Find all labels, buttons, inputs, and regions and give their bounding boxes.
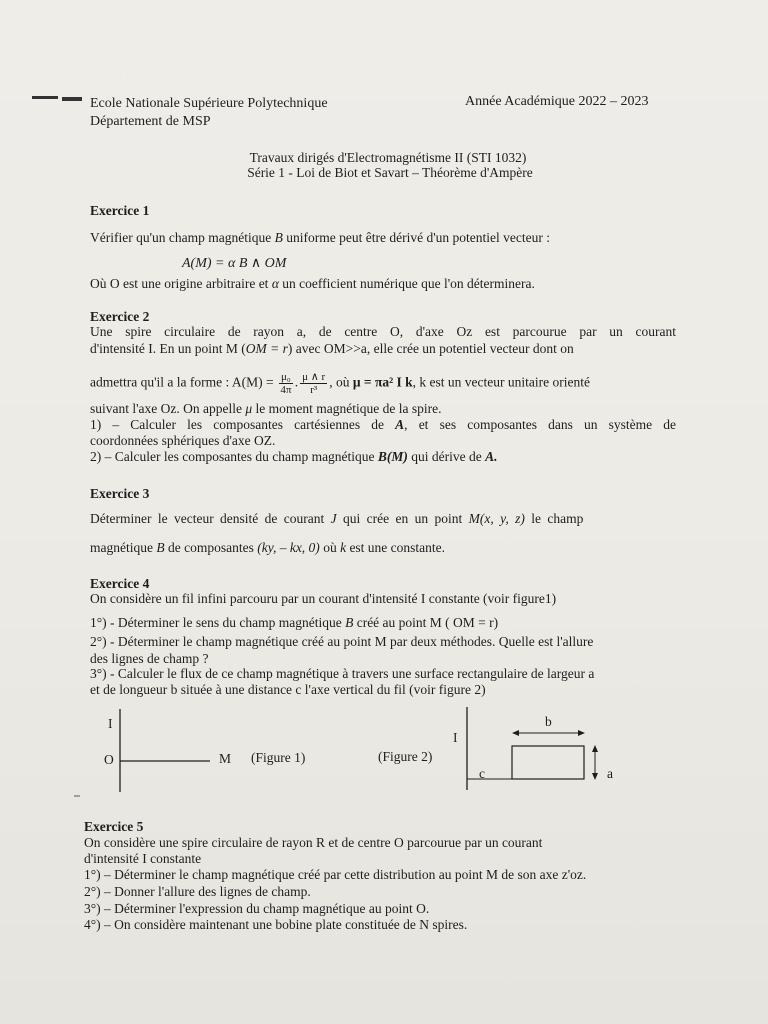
fig1-label-I: I	[108, 716, 113, 731]
fig2-b-arrowhead-left	[512, 730, 519, 736]
fig2-caption: (Figure 2)	[378, 749, 433, 764]
course-title: Travaux dirigés d'Electromagnétisme II (STI 1032)	[249, 150, 527, 165]
exercise-5-q1: 1°) – Déterminer le champ magnétique créé par cette distribution au point M de son axe z'oz.	[84, 867, 587, 882]
exercise-2-line3: admettra qu'il a la forme : A(M) = $\frac{\text{μ₀}}{4\pi}$ . $\frac{\mu \wedge r}{\text{r³}}$ , où μ = πa² I k, k est un vecteur unitaire orienté	[90, 371, 590, 396]
fig2-label-c: c	[479, 766, 485, 781]
exercise-4-q1: 1°) - Déterminer le sens du champ magnétique B créé au point M ( OM = r)	[90, 615, 499, 630]
exercise-1-formula: A(M) = α B ∧ OM	[182, 256, 287, 271]
fig2-label-a: a	[607, 766, 613, 781]
exercise-3-line1: Déterminer le vecteur densité de courant J qui crée en un point M(x, y, z) le champ	[90, 511, 584, 526]
exercise-2-line4: suivant l'axe Oz. On appelle μ le moment magnétique de la spire.	[90, 401, 442, 416]
exercise-2-line1: Une spire circulaire de rayon a, de centre O, d'axe Oz est parcourue par un courant	[90, 324, 676, 339]
exercise-2-q1: 1) – Calculer les composantes cartésiennes de A, et ses composantes dans un système de	[90, 417, 676, 432]
exercise-2-title: Exercice 2	[90, 309, 150, 324]
exercise-1-line2: Où O est une origine arbitraire et α un coefficient numérique que l'on déterminera.	[90, 276, 535, 291]
exercise-2-q2: 2) – Calculer les composantes du champ magnétique B(M) qui dérive de A.	[90, 449, 498, 464]
exercise-1-title: Exercice 1	[90, 203, 150, 218]
exercise-4-q2: 2°) - Déterminer le champ magnétique créé au point M par deux méthodes. Quelle est l'allure	[90, 634, 594, 649]
exercise-5-line1: On considère une spire circulaire de rayon R et de centre O parcourue par un courant	[84, 835, 543, 850]
fig2-rectangle	[512, 746, 584, 779]
fig2-label-I: I	[453, 730, 458, 745]
exercise-4-q2-cont: des lignes de champ ?	[90, 651, 209, 666]
fig2-a-arrowhead-bottom	[592, 773, 598, 780]
exercise-5-q2: 2°) – Donner l'allure des lignes de champ.	[84, 884, 311, 899]
fig2-label-b: b	[545, 714, 552, 729]
exercise-4-q3-cont: et de longueur b située à une distance c l'axe vertical du fil (voir figure 2)	[90, 682, 486, 697]
exercise-5-line2: d'intensité I constante	[84, 851, 202, 866]
exercise-4-q3: 3°) - Calculer le flux de ce champ magnétique à travers une surface rectangulaire de largeur a	[90, 666, 595, 681]
fig1-label-O: O	[104, 752, 114, 767]
exercise-3-title: Exercice 3	[90, 486, 150, 501]
department: Département de MSP	[90, 114, 211, 129]
fig1-caption: (Figure 1)	[251, 750, 306, 765]
series-title: Série 1 - Loi de Biot et Savart – Théorème d'Ampère	[247, 165, 533, 180]
vector-B: B	[274, 230, 283, 245]
exercise-5-title: Exercice 5	[84, 819, 144, 834]
school-name: Ecole Nationale Supérieure Polytechnique	[90, 96, 328, 111]
exercise-5-q3: 3°) – Déterminer l'expression du champ magnétique au point O.	[84, 901, 430, 916]
fig2-b-arrowhead-right	[578, 730, 585, 736]
academic-year: Année Académique 2022 – 2023	[465, 94, 649, 109]
exercise-4-intro: On considère un fil infini parcouru par un courant d'intensité I constante (voir figure1)	[90, 591, 557, 606]
fig1-label-M: M	[219, 751, 232, 766]
exercise-2-line2: d'intensité I. En un point M (OM = r) avec OM>>a, elle crée un potentiel vecteur dont on	[90, 341, 574, 356]
exercise-1-text: Vérifier qu'un champ magnétique B uniforme peut être dérivé d'un potentiel vecteur :	[90, 230, 550, 245]
fig2-a-arrowhead-top	[592, 745, 598, 752]
exercise-5-q4: 4°) – On considère maintenant une bobine plate constituée de N spires.	[84, 917, 468, 932]
exercise-3-line2: magnétique B de composantes (ky, – kx, 0) où k est une constante.	[90, 540, 446, 555]
exercise-4-title: Exercice 4	[90, 576, 150, 591]
exercise-2-q1-cont: coordonnées sphériques d'axe OZ.	[90, 433, 276, 448]
